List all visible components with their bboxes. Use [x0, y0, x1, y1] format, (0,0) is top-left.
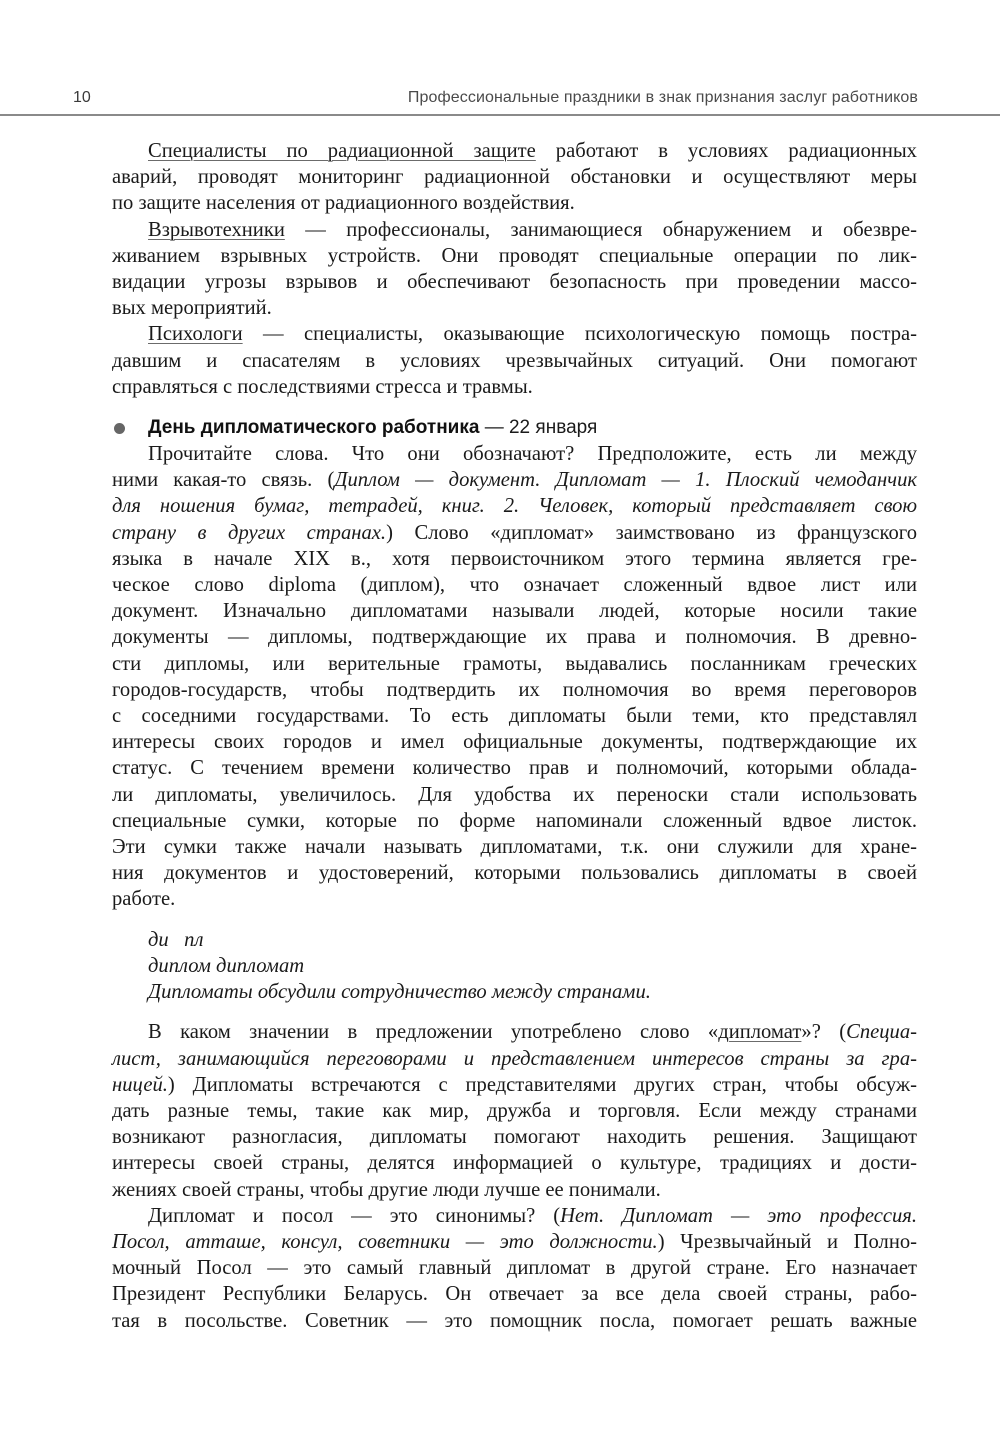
term-psychologists: Психологи	[148, 323, 243, 346]
paragraph-radiation-specialists: Специалисты по радиационной защите работают в условиях радиационных аварий, проводят мониторинг радиационной обстановки и осуществляют меры по защите населения от радиационного воздействия.	[112, 140, 917, 215]
header-divider	[0, 114, 1000, 116]
example-words-block	[148, 927, 917, 1006]
term-radiation-specialists: Специалисты по радиационной защите	[148, 140, 536, 162]
section-heading	[112, 415, 917, 441]
running-title: Профессиональные праздники в знак признания заслуг работников	[407, 89, 918, 106]
bullet-icon	[114, 423, 125, 434]
paragraph-diploma-origin: Прочитайте слова. Что они обозначают? Предположите, есть ли между ними какая-то связь. (Диплом — документ. Дипломат — 1. Плоский чемоданчик для ношения бумаг, тетрадей, книг. 2. Человек, который представляет свою страну в других странах.) Слово «дипломат» заимствовано из французского языка в начале XIX в., хотя первоисточником этого термина является гре- ческое слово diploma (диплом), что означает сложенный вдвое лист или документ. Изначально дипломатами называли людей, которые носили такие документы — дипломы, подтверждающие их права и полномочия. В древно- сти дипломы, или верительные грамоты, выдавались посланникам греческих городов-государств, чтобы подтвердить их полномочия во время переговоров с соседними государствами. То есть дипломаты были теми, кто представлял интересы своих городов и имел официальные документы, подтверждающие их статус. С течением времени количество прав и полномочий, которыми облада- ли дипломаты, увеличилось. Для удобства их переноски стали использовать специальные сумки, которые по форме напоминали сложенный вдвое листок. Эти сумки также начали называть дипломатами, т.к. они служили для хране- ния документов и удостоверений, которыми пользовались дипломаты в своей работе.	[112, 443, 918, 911]
running-head	[0, 0, 1000, 118]
page-body	[112, 138, 917, 1334]
example-sentence: Дипломаты обсудили сотрудничество между странами.	[148, 981, 651, 1004]
section-title: День дипломатического работника	[148, 417, 480, 439]
term-explosives-technicians: Взрывотехники	[148, 218, 285, 241]
paragraph-diplomat-ambassador: Дипломат и посол — это синонимы? (Нет. Дипломат — это профессия. Посол, атташе, консул, советники — это должности.) Чрезвычайный и Полно- мочный Посол — это самый главный дипломат в другой стране. Его назначает Президент Республики Беларусь. Он отвечает за все дела своей страны, рабо- тая в посольстве. Советник — это помощник посла, помогает решать важные	[112, 1204, 917, 1332]
section-date: — 22 января	[479, 417, 598, 439]
paragraph-psychologists: Психологи — специалисты, оказывающие психологическую помощь постра- давшим и спасателям в условиях чрезвычайных ситуаций. Они помогают справляться с последствиями стресса и травмы.	[112, 323, 917, 398]
example-syllables: ди пл	[148, 928, 204, 951]
paragraph-explosives-technicians: Взрывотехники — профессионалы, занимающиеся обнаружением и обезвре- живанием взрывных устройств. Они проводят специальные операции по лик- видации угрозы взрывов и обеспечивают безопасность при проведении массо- вых мероприятий.	[112, 218, 917, 320]
paragraph-word-meaning: В каком значении в предложении употреблено слово «дипломат»? (Специа- лист, занимающийся переговорами и представлением интересов страны за гра- ницей.) Дипломаты встречаются с представителями других стран, чтобы обсуж- дать разные темы, такие как мир, дружба и торговля. Если между странами возникают разногласия, дипломаты помогают находить решения. Защищают интересы своей страны, делятся информацией о культуре, традициях и дости- жениях своей страны, чтобы другие люди лучше ее понимали.	[112, 1021, 917, 1201]
example-words: диплом дипломат	[148, 954, 305, 977]
underlined-word-diplomat: дипломат	[718, 1021, 802, 1044]
page-number: 10	[73, 89, 91, 106]
